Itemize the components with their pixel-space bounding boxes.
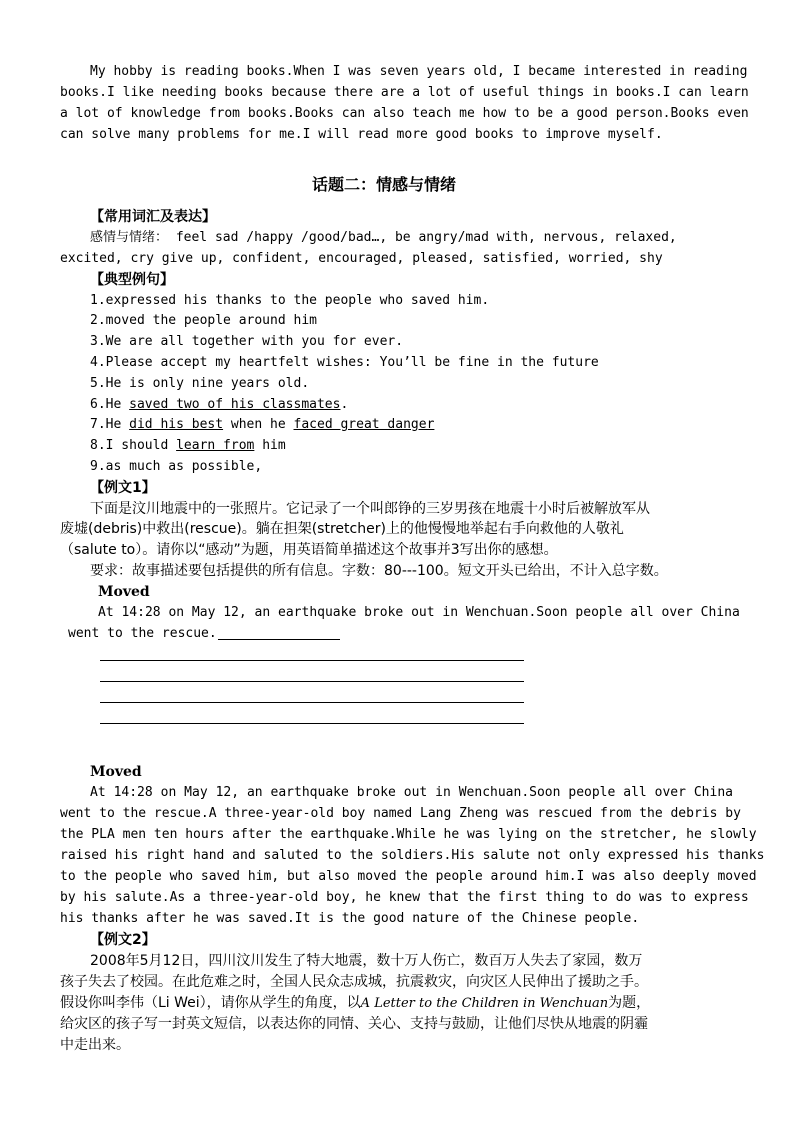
sentence-5: 5.He is only nine years old. [90, 376, 310, 391]
sentence-6-tail: . [340, 397, 349, 412]
example2-line-4: 给灾区的孩子写一封英文短信，以表达你的同情、关心、支持与鼓励，让他们尽快从地震的阴霾 [60, 1016, 648, 1032]
example2-line-3 [60, 993, 650, 1014]
writing-line [100, 723, 524, 724]
sentence-8 [90, 436, 286, 456]
model-essay-line-4: raised his right hand and saluted to the soldiers.His salute not only expressed his thanks [60, 848, 765, 863]
writing-line [100, 660, 524, 661]
model-essay-line-1: At 14:28 on May 12, an earthquake broke out in Wenchuan.Soon people all over China [90, 785, 733, 800]
intro-line-4: can solve many problems for me.I will read more good books to improve myself. [60, 127, 663, 142]
model-essay-line-7: his thanks after he was saved.It is the good nature of the Chinese people. [60, 911, 640, 926]
sentence-8-underlined: learn from [176, 438, 255, 453]
example1-prompt-1: 下面是汶川地震中的一张照片。它记录了一个叫郎铮的三岁男孩在地震十小时后被解放军从 [90, 501, 650, 517]
vocab-heading: 【常用词汇及表达】 [90, 209, 216, 225]
sentence-7-mid: when he [223, 417, 294, 432]
sentence-8-tail: him [254, 438, 286, 453]
writing-line [100, 681, 524, 682]
sentence-2: 2.moved the people around him [90, 313, 317, 328]
sentence-6-lead: 6.He [90, 397, 130, 412]
sentence-3: 3.We are all together with you for ever. [90, 334, 404, 349]
sentence-7 [90, 415, 434, 435]
sentence-6-underlined: saved two of his classmates [129, 397, 341, 412]
model-essay-line-2: went to the rescue.A three-year-old boy named Lang Zheng was rescued from the debris by [60, 806, 741, 821]
sentence-7-lead: 7.He [90, 417, 130, 432]
model-essay-line-5: to the people who saved him, but also moved the people around him.I was also deeply moved [60, 869, 757, 884]
examples-heading: 【典型例句】 [90, 272, 174, 288]
example2-line-3-lead: 假设你叫李伟（Li Wei），请你从学生的角度，以 [60, 995, 361, 1011]
sentence-4: 4.Please accept my heartfelt wishes: You’ll be fine in the future [90, 355, 599, 370]
sentence-8-lead: 8.I should [90, 438, 177, 453]
topic-title: 话题二：情感与情绪 [312, 175, 457, 194]
example1-start-line-2: went to the rescue. [68, 626, 217, 641]
writing-line [100, 702, 524, 703]
example1-prompt-2: 废墟(debris)中救出(rescue)。躺在担架(stretcher)上的他慢慢地举起右手向救他的人敬礼 [60, 521, 624, 537]
intro-line-2: books.I like needing books because there are a lot of useful things in books.I can learn [60, 85, 749, 100]
writing-blank-line [218, 639, 340, 640]
sentence-1: 1.expressed his thanks to the people who saved him. [90, 293, 490, 308]
example1-start-line-1: At 14:28 on May 12, an earthquake broke out in Wenchuan.Soon people all over China [98, 605, 740, 620]
sentence-7-underlined-2: faced great danger [293, 417, 435, 432]
model-essay-line-6: by his salute.As a three-year-old boy, he knew that the first thing to do was to express [60, 890, 749, 905]
intro-line-3: a lot of knowledge from books.Books can also teach me how to be a good person.Books even [60, 106, 749, 121]
example1-heading: 【例文1】 [90, 480, 156, 496]
example2-line-5: 中走出来。 [60, 1037, 130, 1053]
letter-title-italic: A Letter to the Children in Wenchuan [360, 996, 609, 1011]
sentence-6 [90, 395, 348, 415]
vocab-line-1: 感情与情绪： feel sad /happy /good/bad…, be angry/mad with, nervous, relaxed, [90, 230, 677, 245]
sentence-9: 9.as much as possible, [90, 459, 263, 474]
sentence-7-underlined-1: did his best [129, 417, 224, 432]
example1-answer-title: Moved [98, 584, 150, 600]
intro-line-1: My hobby is reading books.When I was seven years old, I became interested in reading [90, 64, 748, 79]
vocab-line-2: excited, cry give up, confident, encouraged, pleased, satisfied, worried, shy [60, 251, 663, 266]
example2-line-2: 孩子失去了校园。在此危难之时，全国人民众志成城，抗震救灾，向灾区人民伸出了援助之手。 [60, 974, 648, 990]
model-essay-line-3: the PLA men ten hours after the earthquake.While he was lying on the stretcher, he slowly [60, 827, 757, 842]
example2-line-1: 2008年5月12日，四川汶川发生了特大地震，数十万人伤亡，数百万人失去了家园，数万 [90, 953, 643, 969]
model-essay-title: Moved [90, 764, 142, 780]
example1-requirements: 要求：故事描述要包括提供的所有信息。字数：80---100。短文开头已给出，不计入总字数。 [90, 563, 668, 579]
example2-heading: 【例文2】 [90, 932, 156, 948]
example2-line-3-tail: 为题， [608, 995, 651, 1011]
example1-prompt-3: （salute to）。请你以“感动”为题，用英语简单描述这个故事并3写出你的感想。 [60, 542, 558, 558]
